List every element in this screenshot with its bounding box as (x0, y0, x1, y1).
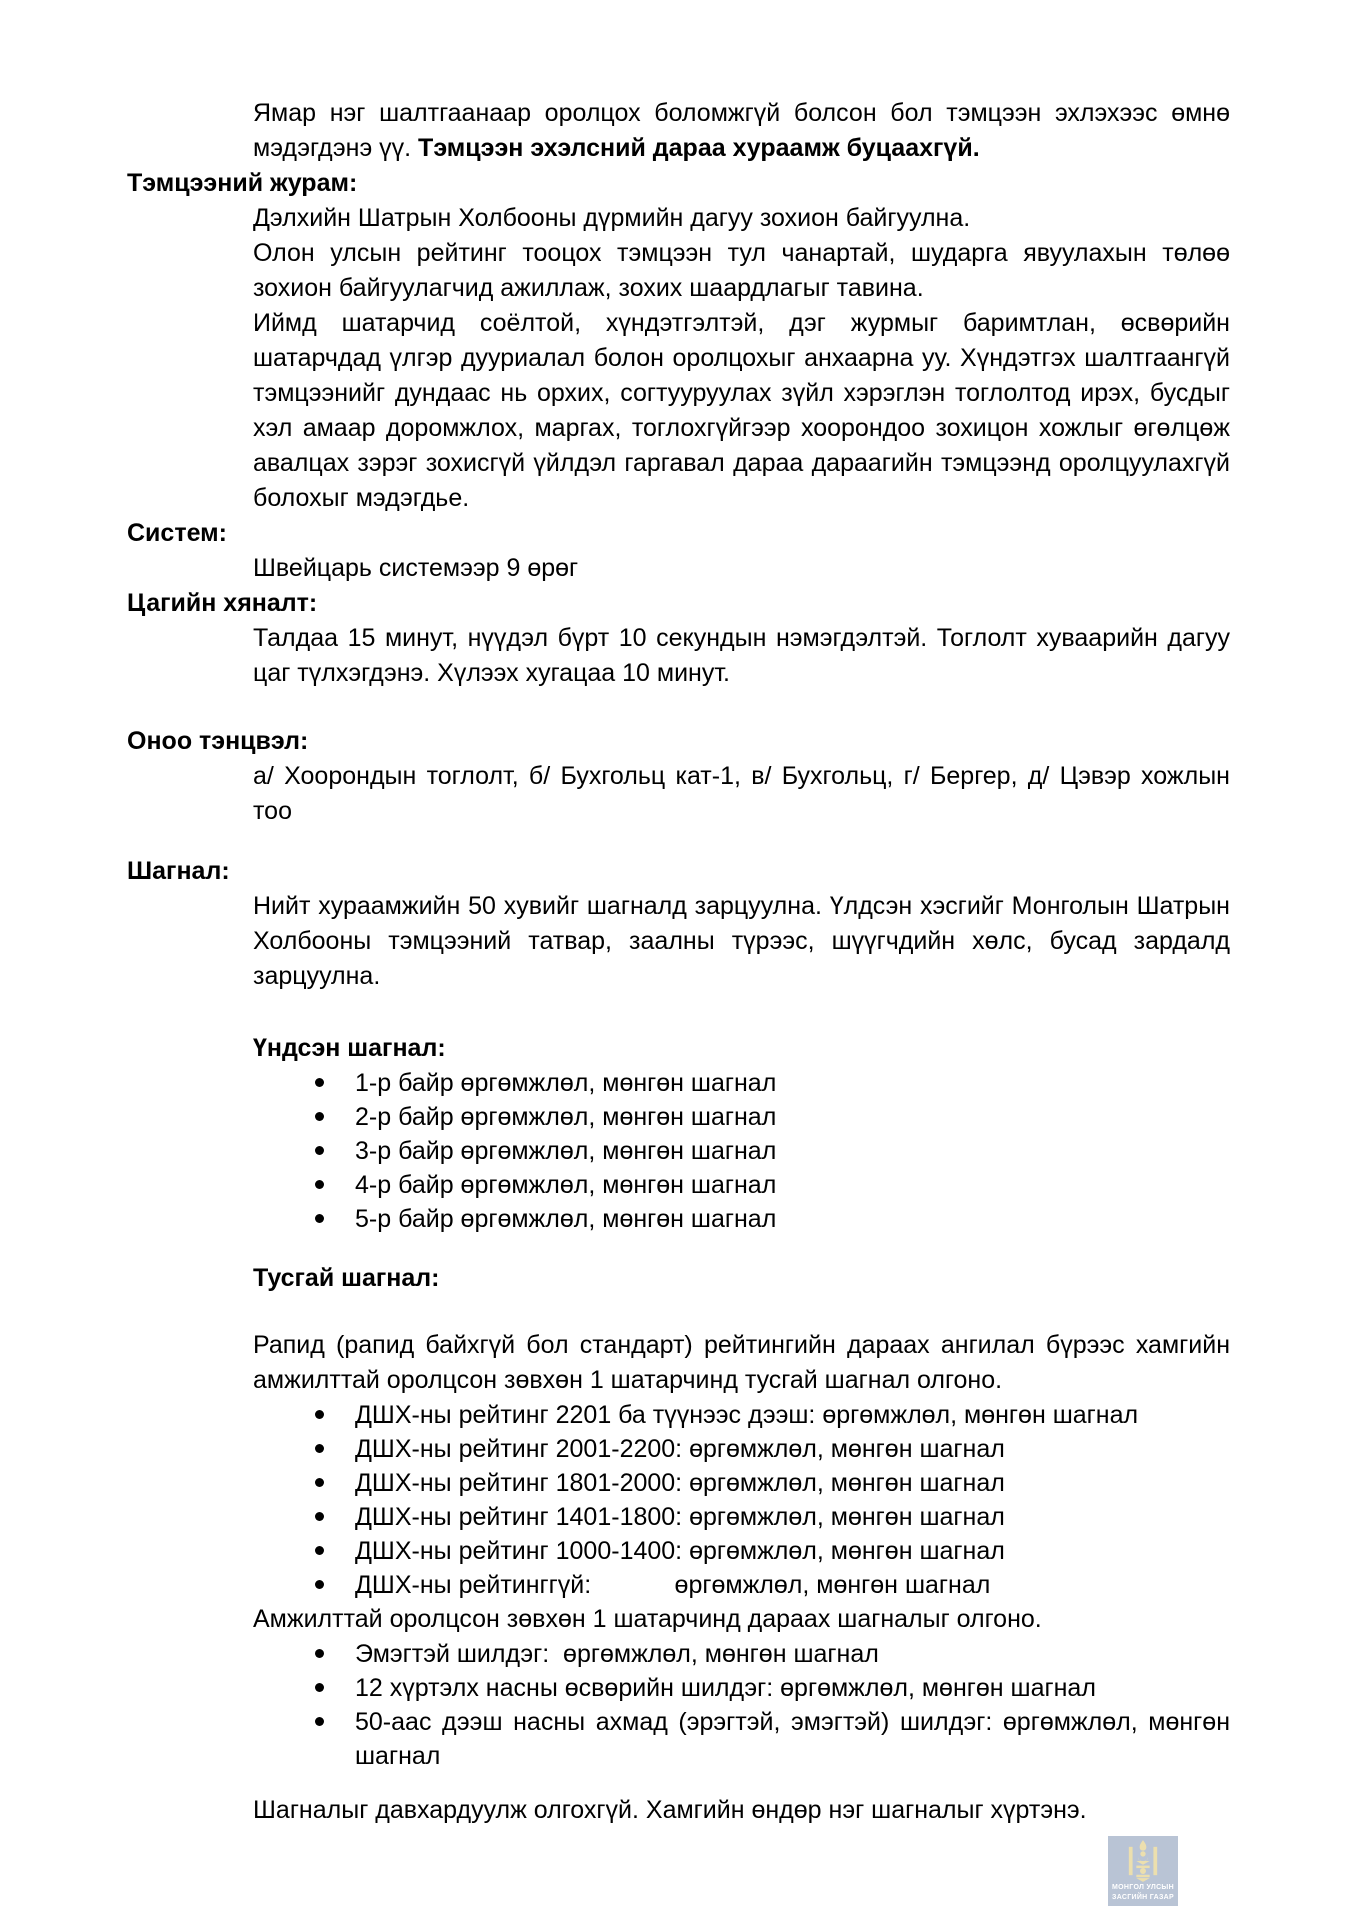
section-heading-time-control: Цагийн хяналт: (127, 589, 318, 617)
soyombo-icon (1128, 1840, 1158, 1882)
list-item (315, 1568, 1230, 1602)
section-heading-tiebreak: Оноо тэнцвэл: (127, 727, 309, 755)
bullet-icon (315, 1683, 324, 1692)
intro-bold-text: Тэмцээн эхэлсний дараа хураамж буцаахгүй. (418, 134, 980, 162)
list-item-label: 5-р байр өргөмжлөл, мөнгөн шагнал (355, 1205, 777, 1233)
list-item (315, 1066, 1230, 1100)
list-item-label: ДШХ-ны рейтинг 1000-1400: өргөмжлөл, мөнгөн шагнал (355, 1537, 1005, 1565)
list-item-label: ДШХ-ны рейтинг 2001-2200: өргөмжлөл, мөнгөн шагнал (355, 1435, 1005, 1463)
bullet-icon (315, 1444, 324, 1453)
list-item (315, 1134, 1230, 1168)
document-content (127, 96, 1230, 1828)
list-item-label: 4-р байр өргөмжлөл, мөнгөн шагнал (355, 1171, 777, 1199)
list-item-label: 3-р байр өргөмжлөл, мөнгөн шагнал (355, 1137, 777, 1165)
time-control-paragraph: Талдаа 15 минут, нүүдэл бүрт 10 секундын нэмэгдэлтэй. Тоглолт хуваарийн дагуу цаг түлхэгдэнэ. Хүлээх хугацаа 10 минут. (253, 624, 1230, 687)
list-item (315, 1705, 1230, 1773)
bullet-icon (315, 1478, 324, 1487)
bullet-icon (315, 1546, 324, 1555)
intro-text: Ямар нэг шалтгаанаар оролцох боломжгүй болсон бол тэмцээн эхлэхээс өмнө мэдэгдэнэ үү. (253, 99, 1230, 162)
intro-paragraph (253, 96, 1230, 166)
list-item-label: 50-аас дээш насны ахмад (эрэгтэй, эмэгтэй) шилдэг: өргөмжлөл, мөнгөн шагнал (355, 1708, 1230, 1770)
list-item (315, 1202, 1230, 1236)
bullet-icon (315, 1717, 324, 1726)
bullet-icon (315, 1410, 324, 1419)
list-item-label: 1-р байр өргөмжлөл, мөнгөн шагнал (355, 1069, 777, 1097)
rules-paragraph-1: Дэлхийн Шатрын Холбооны дүрмийн дагуу зохион байгуулна. (253, 204, 971, 232)
government-logo-text-line1: МОНГОЛ УЛСЫН (1112, 1884, 1174, 1891)
special-prizes-intro: Рапид (рапид байхгүй бол стандарт) рейтингийн дараах ангилал бүрээс хамгийн амжилттай оролцсон зөвхөн 1 шатарчинд тусгай шагнал олгоно. (253, 1331, 1230, 1394)
list-item (315, 1466, 1230, 1500)
subheading-special-prizes: Тусгай шагнал: (253, 1264, 440, 1292)
bullet-icon (315, 1146, 324, 1155)
list-item (315, 1168, 1230, 1202)
prize-paragraph: Нийт хураамжийн 50 хувийг шагналд зарцуулна. Үлдсэн хэсгийг Монголын Шатрын Холбооны тэмцээний татвар, заалны түрээс, шүүгчдийн хөлс, бусад зардалд зарцуулна. (253, 892, 1230, 990)
list-item (315, 1637, 1230, 1671)
list-item-label: 2-р байр өргөмжлөл, мөнгөн шагнал (355, 1103, 777, 1131)
list-item (315, 1432, 1230, 1466)
list-item (315, 1534, 1230, 1568)
government-logo (1108, 1836, 1178, 1906)
subheading-main-prizes: Үндсэн шагнал: (253, 1034, 446, 1062)
section-heading-rules: Тэмцээний журам: (127, 169, 358, 197)
bullet-icon (315, 1512, 324, 1521)
special-prizes-intro-2: Амжилттай оролцсон зөвхөн 1 шатарчинд дараах шагналыг олгоно. (253, 1605, 1042, 1633)
list-item (315, 1500, 1230, 1534)
bullet-icon (315, 1214, 324, 1223)
tiebreak-paragraph: а/ Хоорондын тоглолт, б/ Бухгольц кат-1, в/ Бухгольц, г/ Бергер, д/ Цэвэр хожлын тоо (253, 762, 1230, 825)
rules-paragraph-3: Иймд шатарчид соёлтой, хүндэтгэлтэй, дэг журмыг баримтлан, өсвөрийн шатарчдад үлгэр дууриалал болон оролцохыг анхаарна уу. Хүндэтгэх шалтгаангүй тэмцээнийг дундаас нь орхих, согтууруулах зүйл хэрэглэн тоглолтод ирэх, бусдыг хэл амаар доромжлох, маргах, тоглохгүйгээр хоорондоо зохицон хожлыг өгөлцөж авалцах зэрэг зохисгүй үйлдэл гаргавал дараа дараагийн тэмцээнд оролцуулахгүй болохыг мэдэгдье. (253, 309, 1230, 512)
list-item-label: ДШХ-ны рейтинг 2201 ба түүнээс дээш: өргөмжлөл, мөнгөн шагнал (355, 1401, 1139, 1429)
list-item-label: Эмэгтэй шилдэг: өргөмжлөл, мөнгөн шагнал (355, 1640, 879, 1668)
section-heading-prize: Шагнал: (127, 857, 230, 885)
list-item-label: ДШХ-ны рейтинг 1401-1800: өргөмжлөл, мөнгөн шагнал (355, 1503, 1005, 1531)
rules-paragraph-2: Олон улсын рейтинг тооцох тэмцээн тул чанартай, шударга явуулахын төлөө зохион байгуулагчид ажиллаж, зохих шаардлагыг тавина. (253, 239, 1230, 302)
bullet-icon (315, 1649, 324, 1658)
system-paragraph: Швейцарь системээр 9 өрөг (253, 554, 579, 582)
list-item-label: ДШХ-ны рейтинг 1801-2000: өргөмжлөл, мөнгөн шагнал (355, 1469, 1005, 1497)
list-item (315, 1398, 1230, 1432)
bullet-icon (315, 1580, 324, 1589)
bullet-icon (315, 1180, 324, 1189)
government-logo-text-line2: ЗАСГИЙН ГАЗАР (1112, 1894, 1174, 1901)
list-item (315, 1100, 1230, 1134)
list-item (315, 1671, 1230, 1705)
bullet-icon (315, 1112, 324, 1121)
list-item-label: ДШХ-ны рейтинггүй: өргөмжлөл, мөнгөн шагнал (355, 1571, 991, 1599)
list-item-label: 12 хүртэлх насны өсвөрийн шилдэг: өргөмжлөл, мөнгөн шагнал (355, 1674, 1096, 1702)
section-heading-system: Систем: (127, 519, 227, 547)
prize-note: Шагналыг давхардуулж олгохгүй. Хамгийн өндөр нэг шагналыг хүртэнэ. (253, 1796, 1087, 1824)
bullet-icon (315, 1078, 324, 1087)
